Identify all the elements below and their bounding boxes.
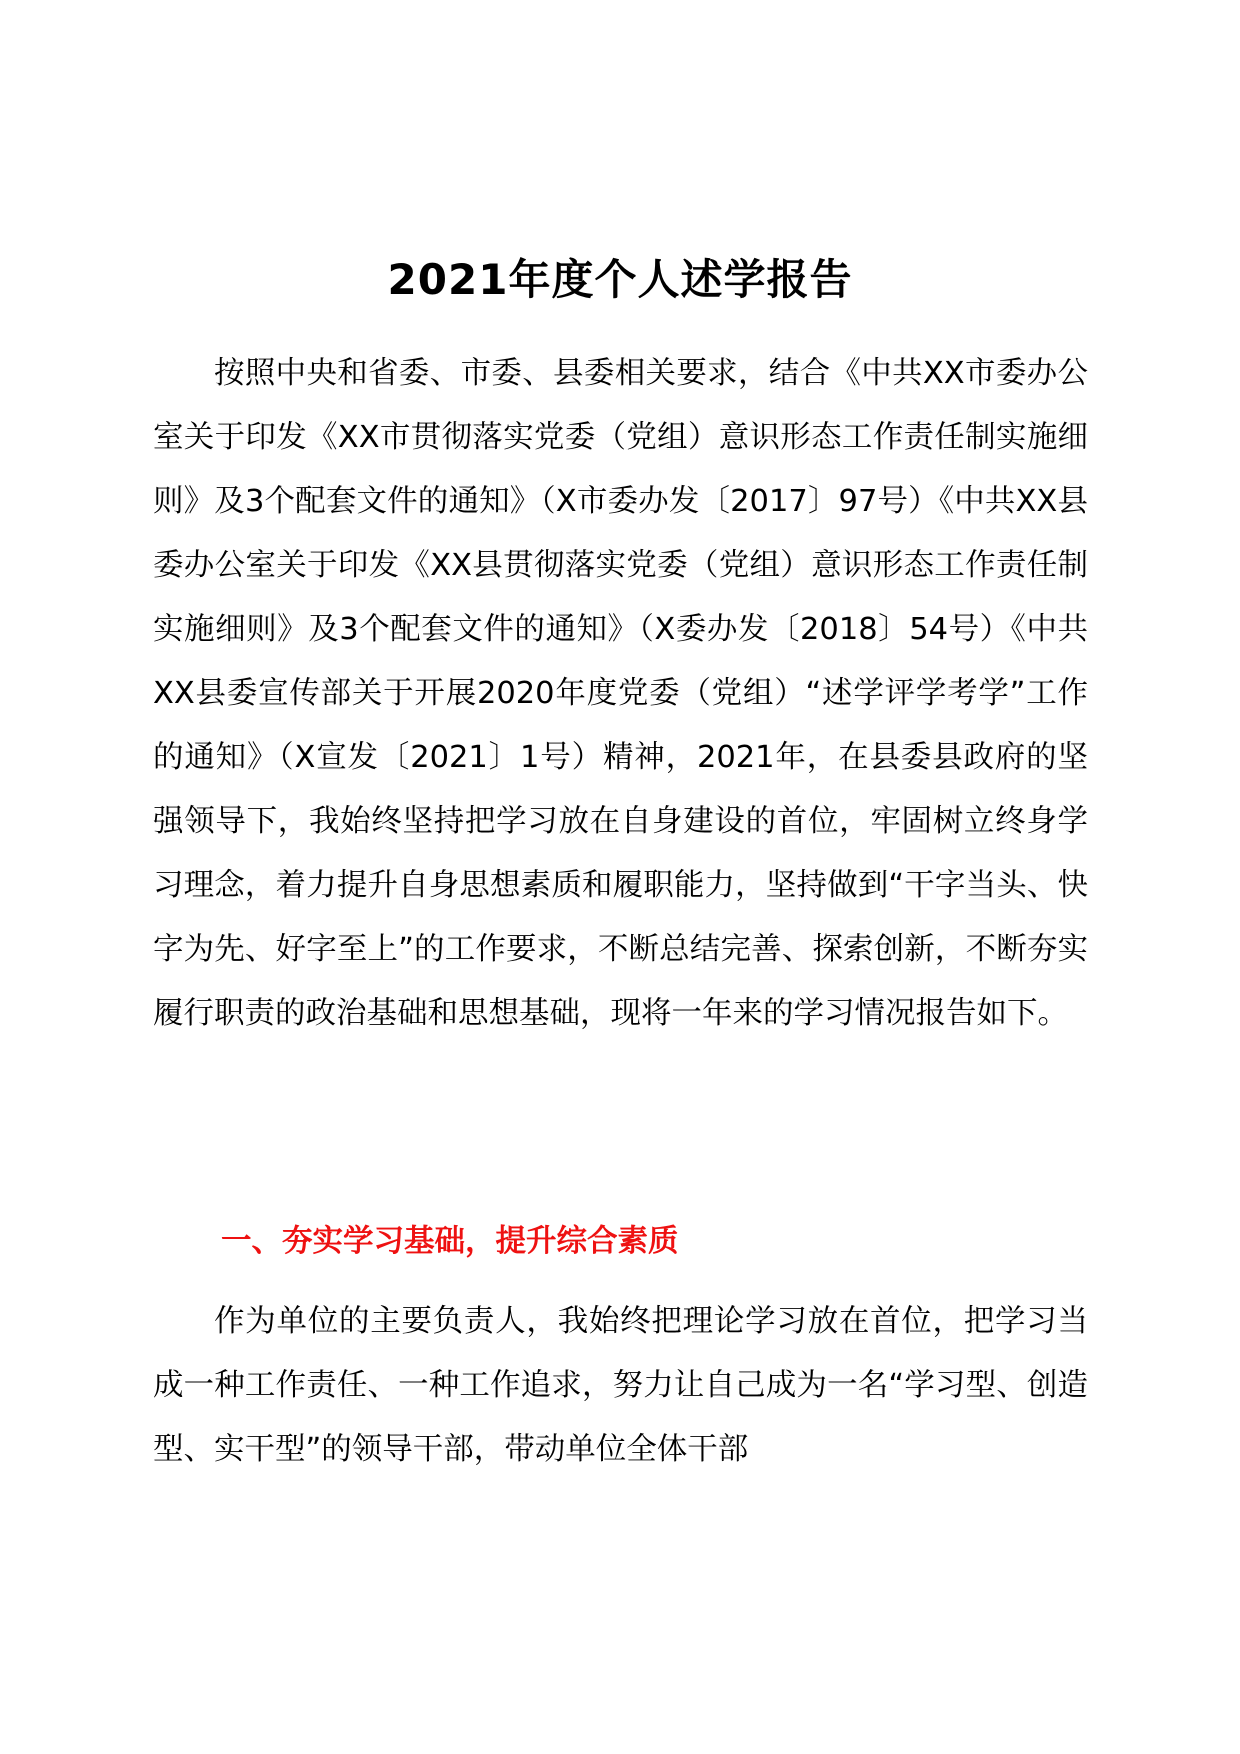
document-title: 2021年度个人述学报告 — [387, 255, 853, 304]
body-paragraph: 作为单位的主要负责人，我始终把理论学习放在首位，把学习当成一种工作责任、一种工作追求，努力让自己成为一名“学习型、创造型、实干型”的领导干部，带动单位全体干部 — [153, 1304, 1088, 1467]
body-paragraph: 按照中央和省委、市委、县委相关要求，结合《中共XX市委办公室关于印发《XX市贯彻落实党委（党组）意识形态工作责任制实施细则》及3个配套文件的通知》（X市委办发〔2017〕97号）《中共XX县委办公室关于印发《XX县贯彻落实党委（党组）意识形态工作责任制实施细则》及3个配套文件的通知》（X委办发〔2018〕54号）《中共XX县委宣传部关于开展2020年度党委（党组）“述学评学考学”工作的通知》（X宣发〔2021〕1号）精神，2021年，在县委县政府的坚强领导下，我始终坚持把学习放在自身建设的首位，牢固树立终身学习理念，着力提升自身思想素质和履职能力，坚持做到“干字当头、快字为先、好字至上”的工作要求，不断总结完善、探索创新，不断夯实履行职责的政治基础和思想基础，现将一年来的学习情况报告如下。 — [153, 356, 1088, 1031]
section-heading: 一、夯实学习基础，提升综合素质 — [221, 1224, 679, 1259]
